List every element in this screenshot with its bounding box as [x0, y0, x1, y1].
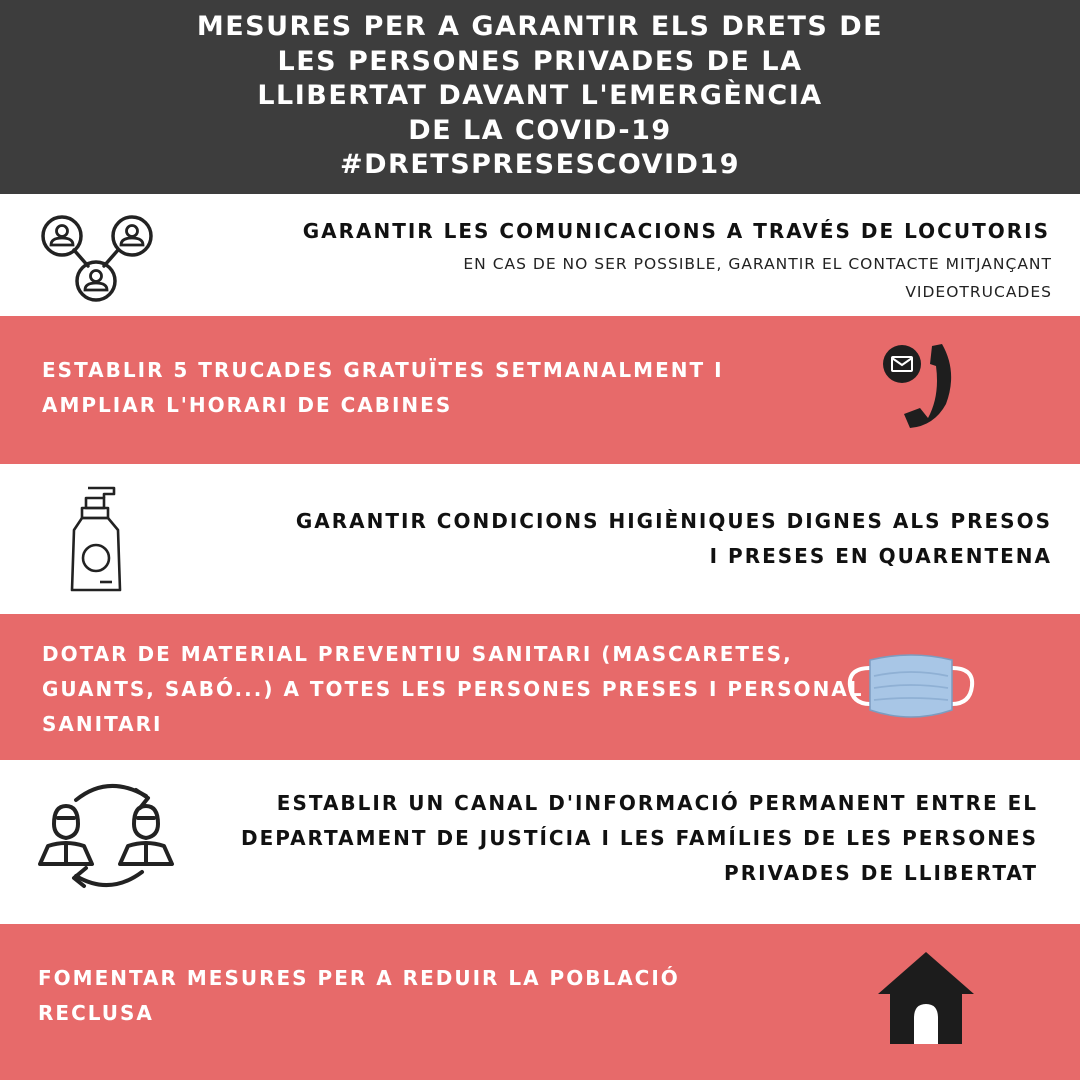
measure-title: ESTABLIR 5 TRUCADES GRATUÏTES SETMANALMENT I AMPLIAR L'HORARI DE CABINES — [42, 358, 724, 417]
measure-row-hygiene — [0, 464, 1080, 614]
title-line: LES PERSONES PRIVADES DE LA — [277, 45, 803, 77]
people-network-icon — [38, 214, 154, 302]
header-band — [0, 0, 1080, 194]
page-title — [0, 10, 1080, 183]
phone-message-icon — [880, 342, 960, 432]
measure-title: FOMENTAR MESURES PER A REDUIR LA POBLACIÓ RECLUSA — [38, 966, 680, 1025]
title-line: DE LA COVID-19 — [408, 114, 672, 146]
measure-title: GARANTIR CONDICIONS HIGIÈNIQUES DIGNES ALS PRESOS I PRESES EN QUARENTENA — [295, 509, 1052, 568]
measure-row-material — [0, 614, 1080, 760]
house-icon — [876, 950, 976, 1046]
measure-row-population — [0, 924, 1080, 1080]
measure-title: DOTAR DE MATERIAL PREVENTIU SANITARI (MASCARETES, GUANTS, SABÓ...) A TOTES LES PERSONES PRESES I PERSONAL SANITARI — [42, 642, 864, 736]
measure-subtitle: EN CAS DE NO SER POSSIBLE, GARANTIR EL CONTACTE MITJANÇANT VIDEOTRUCADES — [463, 255, 1052, 301]
title-line: MESURES PER A GARANTIR ELS DRETS DE — [196, 11, 884, 42]
measure-title: GARANTIR LES COMUNICACIONS A TRAVÉS DE LOCUTORIS — [302, 219, 1050, 243]
measure-row-calls — [0, 316, 1080, 464]
measure-row-information — [0, 760, 1080, 924]
title-line: LLIBERTAT DAVANT L'EMERGÈNCIA — [257, 80, 823, 111]
soap-dispenser-icon — [66, 486, 126, 596]
measure-title: ESTABLIR UN CANAL D'INFORMACIÓ PERMANENT ENTRE EL DEPARTAMENT DE JUSTÍCIA I LES FAMÍLIES DE LES PERSONES PRIVADES DE LLIBERTAT — [240, 791, 1038, 885]
face-mask-icon — [846, 652, 976, 722]
people-exchange-icon — [36, 778, 182, 890]
hashtag: #DRETSPRESESCOVID19 — [340, 149, 740, 180]
measure-row-communications — [0, 194, 1080, 316]
